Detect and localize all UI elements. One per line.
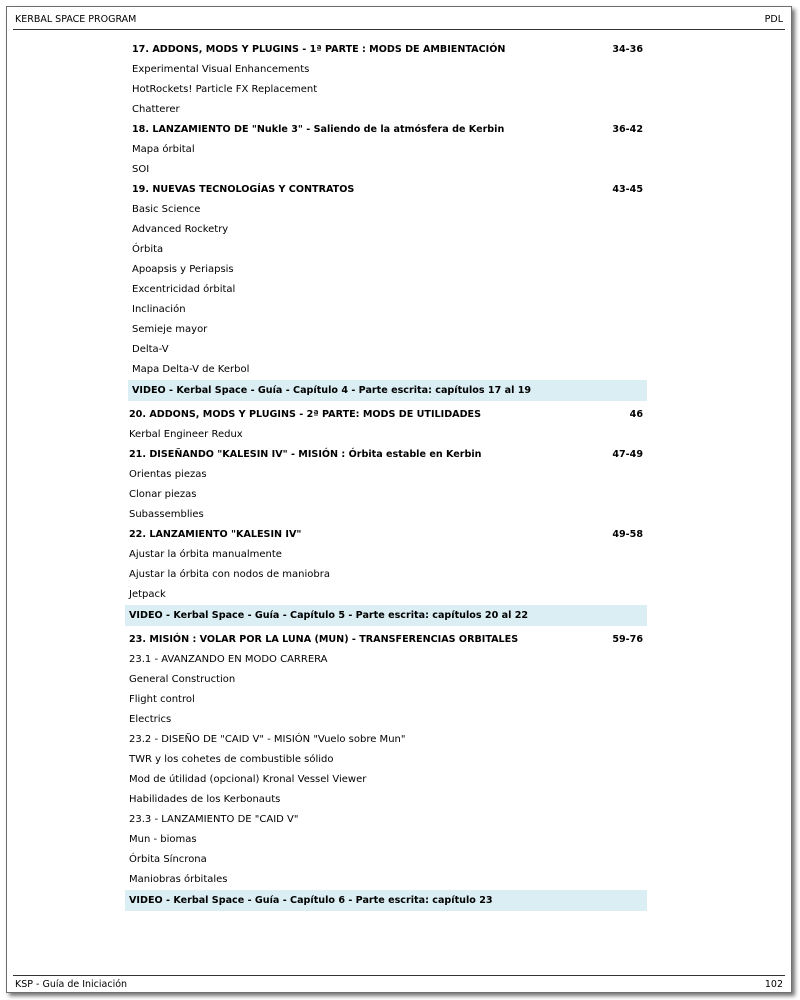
toc-entry [125,545,647,565]
toc-entry-text: VIDEO - Kerbal Space - Guía - Capítulo 6 - Parte escrita: capítulo 23 [129,895,493,906]
toc-entry [125,585,647,605]
toc-entry-text: VIDEO - Kerbal Space - Guía - Capítulo 4 - Parte escrita: capítulos 17 al 19 [132,385,532,396]
toc-entry-text: Mapa Delta-V de Kerbol [132,364,250,375]
toc-entry [125,650,647,670]
toc-entry-text: Subassemblies [129,509,204,520]
toc-page-range: 46 [629,409,643,420]
toc-entry [125,505,647,525]
toc-entry [128,200,647,220]
toc-entry [128,220,647,240]
footer-rule [13,975,785,976]
toc-entry-text: Electrics [129,714,172,725]
toc-entry [125,750,647,770]
toc-entry-text: Kerbal Engineer Redux [129,429,243,440]
toc-entry-text: 21. DISEÑANDO "KALESIN IV" - MISIÓN : Órbita estable en Kerbin [129,449,482,460]
toc-entry-text: Jetpack [129,589,166,600]
toc-entry-text: 22. LANZAMIENTO "KALESIN IV" [129,529,302,540]
toc-entry-text: Delta-V [132,344,169,355]
page-footer [15,979,783,990]
toc-entry [125,465,647,485]
toc-entry-text: 19. NUEVAS TECNOLOGÍAS Y CONTRATOS [132,184,355,195]
toc-entry [128,160,647,180]
toc-entry [125,810,647,830]
toc-entry-text: 18. LANZAMIENTO DE "Nukle 3" - Saliendo de la atmósfera de Kerbin [132,124,505,135]
toc-entry-text: VIDEO - Kerbal Space - Guía - Capítulo 5 - Parte escrita: capítulos 20 al 22 [129,610,529,621]
toc-entry-text: Excentricidad órbital [132,284,236,295]
toc-entry-text: Experimental Visual Enhancements [132,64,310,75]
toc-chapter-heading [125,630,647,650]
toc-chapter-heading [128,40,647,60]
header-title: KERBAL SPACE PROGRAM [15,14,137,25]
toc-entry [128,80,647,100]
toc-entry-text: Habilidades de los Kerbonauts [129,794,281,805]
toc-entry [128,340,647,360]
page-header [15,14,783,25]
toc-entry-text: Inclinación [132,304,186,315]
toc-entry [125,870,647,890]
toc-page-range: 59-76 [612,634,643,645]
toc-entry-text: HotRockets! Particle FX Replacement [132,84,318,95]
toc-entry-text: Semieje mayor [132,324,208,335]
toc-video-link[interactable] [125,605,647,626]
toc-chapter-heading [125,405,647,425]
toc-entry-text: Ajustar la órbita con nodos de maniobra [129,569,330,580]
toc-entry [128,360,647,380]
toc-page-range: 36-42 [612,124,643,135]
toc-entry [125,850,647,870]
toc-entry-text: Maniobras órbitales [129,874,228,885]
toc-entry [128,300,647,320]
toc-entry [128,140,647,160]
toc-entry [125,770,647,790]
document-page [6,6,792,993]
toc-entry-text: 23.2 - DISEÑO DE "CAID V" - MISIÓN "Vuelo sobre Mun" [129,734,406,745]
toc-entry-text: Órbita [132,244,164,255]
toc-entry [125,565,647,585]
toc-entry-text: TWR y los cohetes de combustible sólido [129,754,334,765]
footer-title: KSP - Guía de Iniciación [15,979,128,990]
toc-entry [125,485,647,505]
toc-entry [125,730,647,750]
toc-entry-text: Basic Science [132,204,201,215]
toc-entry [128,280,647,300]
toc-entry-text: General Construction [129,674,236,685]
toc-entry-text: Apoapsis y Periapsis [132,264,234,275]
toc-entry-text: Mapa órbital [132,144,195,155]
header-rule [13,29,785,30]
toc-entry-text: Clonar piezas [129,489,197,500]
toc-chapter-heading [128,180,647,200]
toc-entry-text: 23. MISIÓN : VOLAR POR LA LUNA (MUN) - TRANSFERENCIAS ORBITALES [129,634,519,645]
toc-entry-text: 17. ADDONS, MODS Y PLUGINS - 1ª PARTE : MODS DE AMBIENTACIÓN [132,44,506,55]
toc-entry-text: Mun - biomas [129,834,197,845]
toc-entry [128,260,647,280]
toc-entry [125,830,647,850]
toc-video-link[interactable] [128,380,647,401]
toc-entry [125,710,647,730]
toc-entry-text: Ajustar la órbita manualmente [129,549,282,560]
toc-page-range: 47-49 [612,449,643,460]
toc-chapter-heading [128,120,647,140]
toc-entry [128,60,647,80]
page-number: 102 [764,979,783,990]
toc-entry-text: 20. ADDONS, MODS Y PLUGINS - 2ª PARTE: MODS DE UTILIDADES [129,409,482,420]
toc-entry [125,790,647,810]
toc-entry [128,100,647,120]
toc-entry-text: 23.3 - LANZAMIENTO DE "CAID V" [129,814,299,825]
toc-page-range: 34-36 [612,44,643,55]
toc-entry-text: 23.1 - AVANZANDO EN MODO CARRERA [129,654,328,665]
toc-entry [128,240,647,260]
header-right: PDL [764,14,783,25]
toc-entry [125,425,647,445]
toc-entry-text: Órbita Síncrona [129,854,207,865]
toc-entry-text: Orientas piezas [129,469,207,480]
toc-entry [125,690,647,710]
toc-chapter-heading [125,445,647,465]
toc-entry-text: SOI [132,164,150,175]
toc-entry-text: Chatterer [132,104,180,115]
toc-page-range: 49-58 [612,529,643,540]
toc-entry [125,670,647,690]
toc-entry-text: Advanced Rocketry [132,224,229,235]
toc-chapter-heading [125,525,647,545]
toc-page-range: 43-45 [612,184,643,195]
toc-entry [128,320,647,340]
toc-video-link[interactable] [125,890,647,911]
toc-entry-text: Flight control [129,694,195,705]
toc-entry-text: Mod de útilidad (opcional) Kronal Vessel Viewer [129,774,367,785]
